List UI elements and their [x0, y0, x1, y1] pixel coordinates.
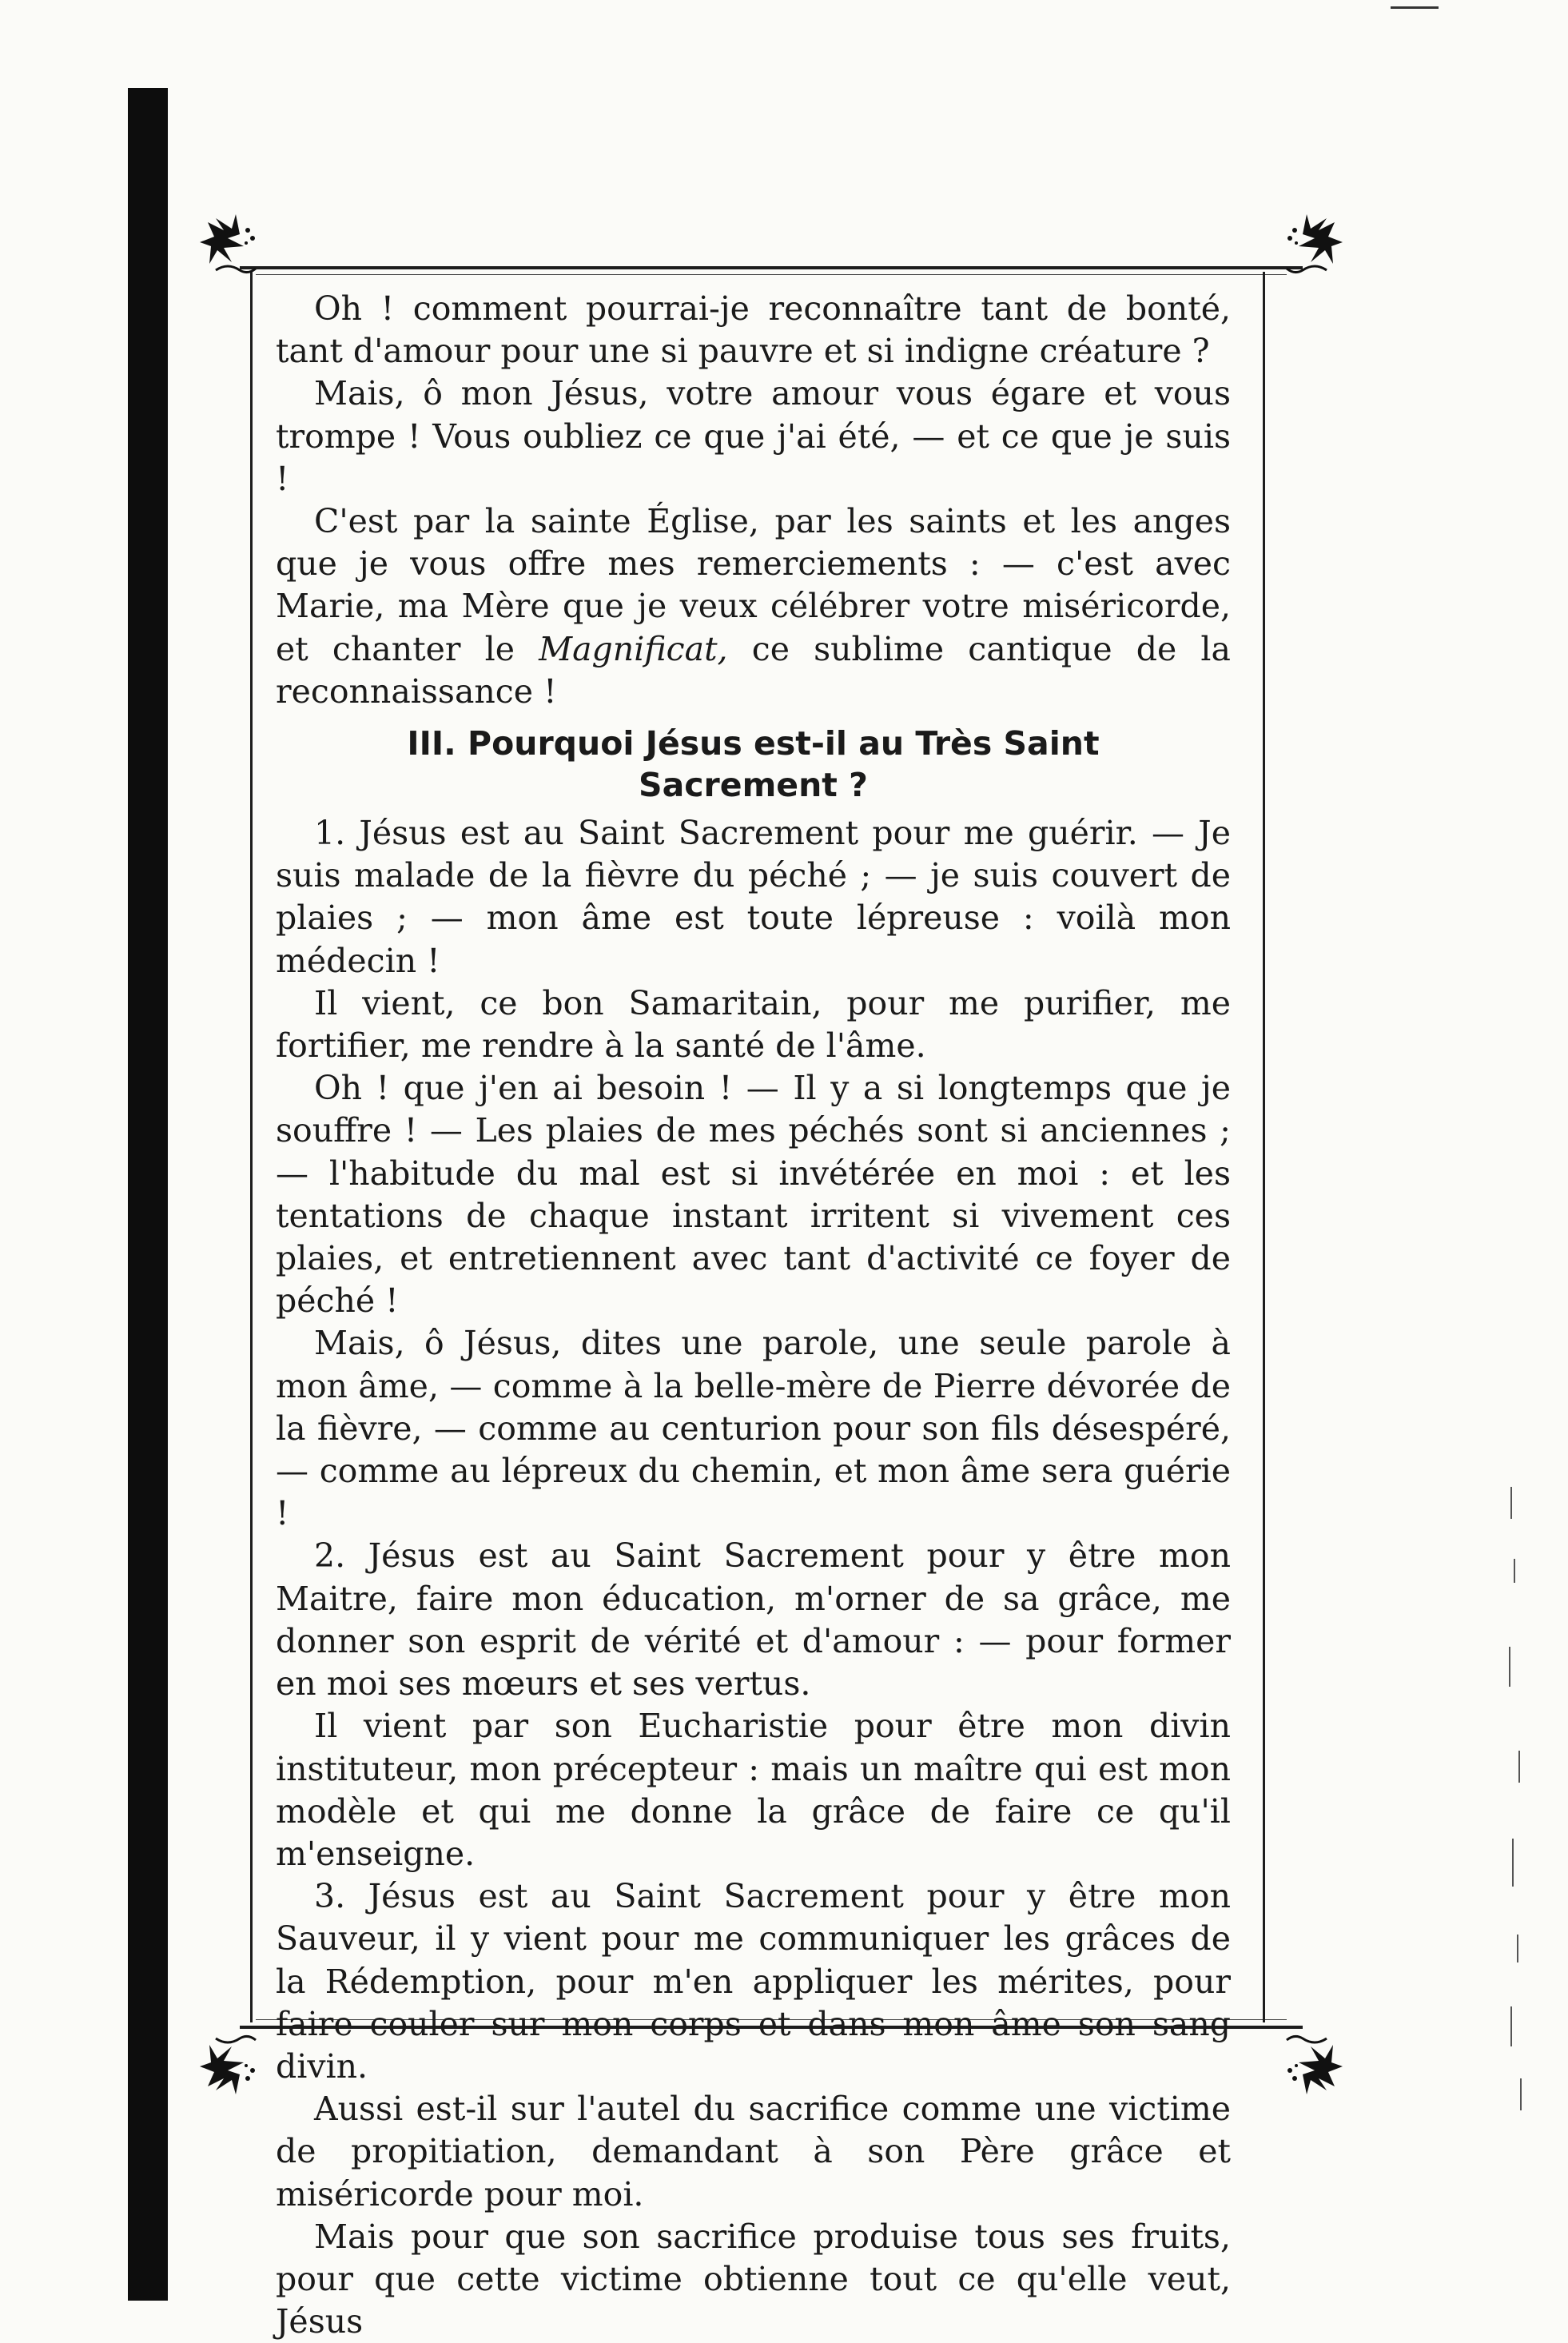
binding-shadow [128, 88, 168, 2301]
fleuron-corner-icon [200, 214, 264, 278]
scan-mark [1391, 6, 1439, 9]
paragraph: Mais, ô mon Jésus, votre amour vous égare et vous trompe ! Vous oubliez ce que j'ai été, — et ce que je suis ! [276, 374, 1231, 498]
paragraph: Aussi est-il sur l'autel du sacrifice comme une victime de propitiation, demandant à son Père grâce et miséricorde pour moi. [276, 2090, 1231, 2213]
paragraph: Il vient par son Eucharistie pour être mon divin instituteur, mon précepteur : mais un maître qui est mon modèle et qui me donne la grâce de faire ce qu'il m'enseigne. [276, 1707, 1231, 1873]
frame-top-inner-rule [256, 274, 1287, 275]
paragraph: 1. Jésus est au Saint Sacrement pour me guérir. — Je suis malade de la fièvre du péché ; — je suis couvert de plaies ; — mon âme est toute lépreuse : voilà mon médecin ! [276, 814, 1231, 980]
section-heading [276, 723, 1231, 806]
paragraph: 2. Jésus est au Saint Sacrement pour y être mon Maitre, faire mon éducation, m'orner de sa grâce, me donner son esprit de vérité et d'amour : — pour former en moi ses mœurs et ses vertus. [276, 1536, 1231, 1703]
frame-left-rule [250, 272, 253, 2022]
frame-right-rule [1263, 272, 1265, 2022]
paragraph: 3. Jésus est au Saint Sacrement pour y être mon Sauveur, il y vient pour me communiquer les grâces de la Rédemption, pour m'en appliquer les mérites, pour faire couler sur mon corps et dans mon âme son sang divin. [276, 1877, 1231, 2086]
paragraph: Il vient, ce bon Samaritain, pour me purifier, me fortifier, me rendre à la santé de l'âme. [276, 983, 1231, 1066]
fleuron-corner-icon [1279, 2030, 1343, 2094]
paragraph: Mais pour que son sacrifice produise tous ses fruits, pour que cette victime obtienne tout ce qu'elle veut, Jésus [276, 2217, 1231, 2341]
section-heading-line-2: Sacrement ? [639, 766, 868, 805]
fleuron-corner-icon [200, 2030, 264, 2094]
paragraph-text: ce sublime cantique de la reconnaissance ! [276, 629, 1231, 711]
paragraph-magnificat [276, 500, 1231, 713]
scan-artifacts [1502, 1487, 1534, 2126]
page-body [276, 288, 1231, 2343]
paragraph: Oh ! que j'en ai besoin ! — Il y a si longtemps que je souffre ! — Les plaies de mes péchés sont si anciennes ; — l'habitude du mal est si invétérée en moi : et les tentations de chaque instant irritent si vivement ces plaies, et entretiennent avec tant d'activité ce foyer de péché ! [276, 1069, 1231, 1321]
section-heading-line-1: III. Pourquoi Jésus est-il au Très Saint [407, 724, 1100, 763]
paragraph-text: C'est par la sainte Église, par les saints et les anges que je vous offre mes remerciements : — c'est avec Marie, ma Mère que je veux célébrer votre miséricorde, et chanter le [276, 502, 1231, 668]
fleuron-corner-icon [1279, 214, 1343, 278]
paragraph: Mais, ô Jésus, dites une parole, une seule parole à mon âme, — comme à la belle-mère de Pierre dévorée de la fièvre, — comme au centurion pour son fils désespéré, — comme au lépreux du chemin, et mon âme sera guérie ! [276, 1324, 1231, 1533]
frame-top-rule [240, 266, 1303, 269]
italic-title: Magnificat, [539, 629, 728, 668]
paragraph: Oh ! comment pourrai-je reconnaître tant de bonté, tant d'amour pour une si pauvre et si indigne créature ? [276, 289, 1231, 371]
